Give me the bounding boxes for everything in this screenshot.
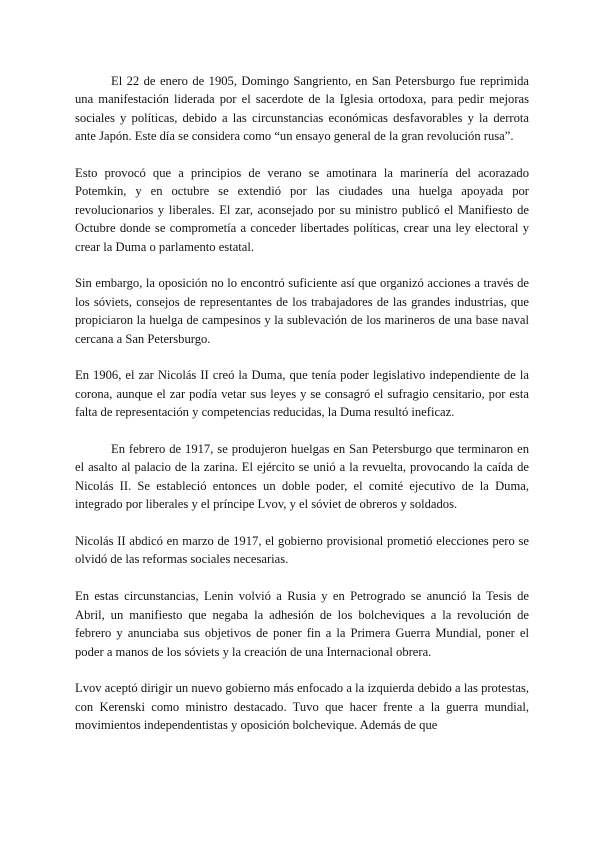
document-body	[75, 72, 529, 753]
paragraph-5: En febrero de 1917, se produjeron huelgas en San Petersburgo que terminaron en el asalto al palacio de la zarina. El ejército se unió a la revuelta, provocando la caída de Nicolás II. Se estableció entonces un doble poder, el comité ejecutivo de la Duma, integrado por liberales y el príncipe Lvov, y el sóviet de obreros y soldados.	[75, 442, 529, 512]
paragraph-2: Esto provocó que a principios de verano se amotinara la marinería del acorazado Potemkin, y en octubre se extendió por las ciudades una huelga apoyada por revolucionarios y liberales. El zar, aconsejado por su ministro publicó el Manifiesto de Octubre donde se comprometía a conceder libertades políticas, crear una ley electoral y crear la Duma o parlamento estatal.	[75, 166, 529, 254]
paragraph-6: Nicolás II abdicó en marzo de 1917, el gobierno provisional prometió elecciones pero se olvidó de las reformas sociales necesarias.	[75, 534, 529, 567]
paragraph-7: En estas circunstancias, Lenin volvió a Rusia y en Petrogrado se anunció la Tesis de Abril, un manifiesto que negaba la adhesión de los bolcheviques a la revolución de febrero y anunciaba sus objetivos de poner fin a la Primera Guerra Mundial, poner el poder a manos de los sóviets y la creación de una Internacional obrera.	[75, 589, 529, 659]
paragraph-4: En 1906, el zar Nicolás II creó la Duma, que tenía poder legislativo independiente de la corona, aunque el zar podía vetar sus leyes y se consagró el sufragio censitario, por esta falta de representación y competencias reducidas, la Duma resultó ineficaz.	[75, 368, 529, 420]
paragraph-8: Lvov aceptó dirigir un nuevo gobierno más enfocado a la izquierda debido a las protestas, con Kerenski como ministro destacado. Tuvo que hacer frente a la guerra mundial, movimientos independentistas y oposición bolchevique. Además de que	[75, 681, 529, 733]
paragraph-1: El 22 de enero de 1905, Domingo Sangriento, en San Petersburgo fue reprimida una manifestación liderada por el sacerdote de la Iglesia ortodoxa, para pedir mejoras sociales y políticas, debido a las circunstancias económicas desfavorables y la derrota ante Japón. Este día se considera como “un ensayo general de la gran revolución rusa”.	[75, 74, 529, 144]
paragraph-3: Sin embargo, la oposición no lo encontró suficiente así que organizó acciones a través de los sóviets, consejos de representantes de los trabajadores de las grandes industrias, que propiciaron la huelga de campesinos y la sublevación de los marineros de una base naval cercana a San Petersburgo.	[75, 276, 529, 346]
